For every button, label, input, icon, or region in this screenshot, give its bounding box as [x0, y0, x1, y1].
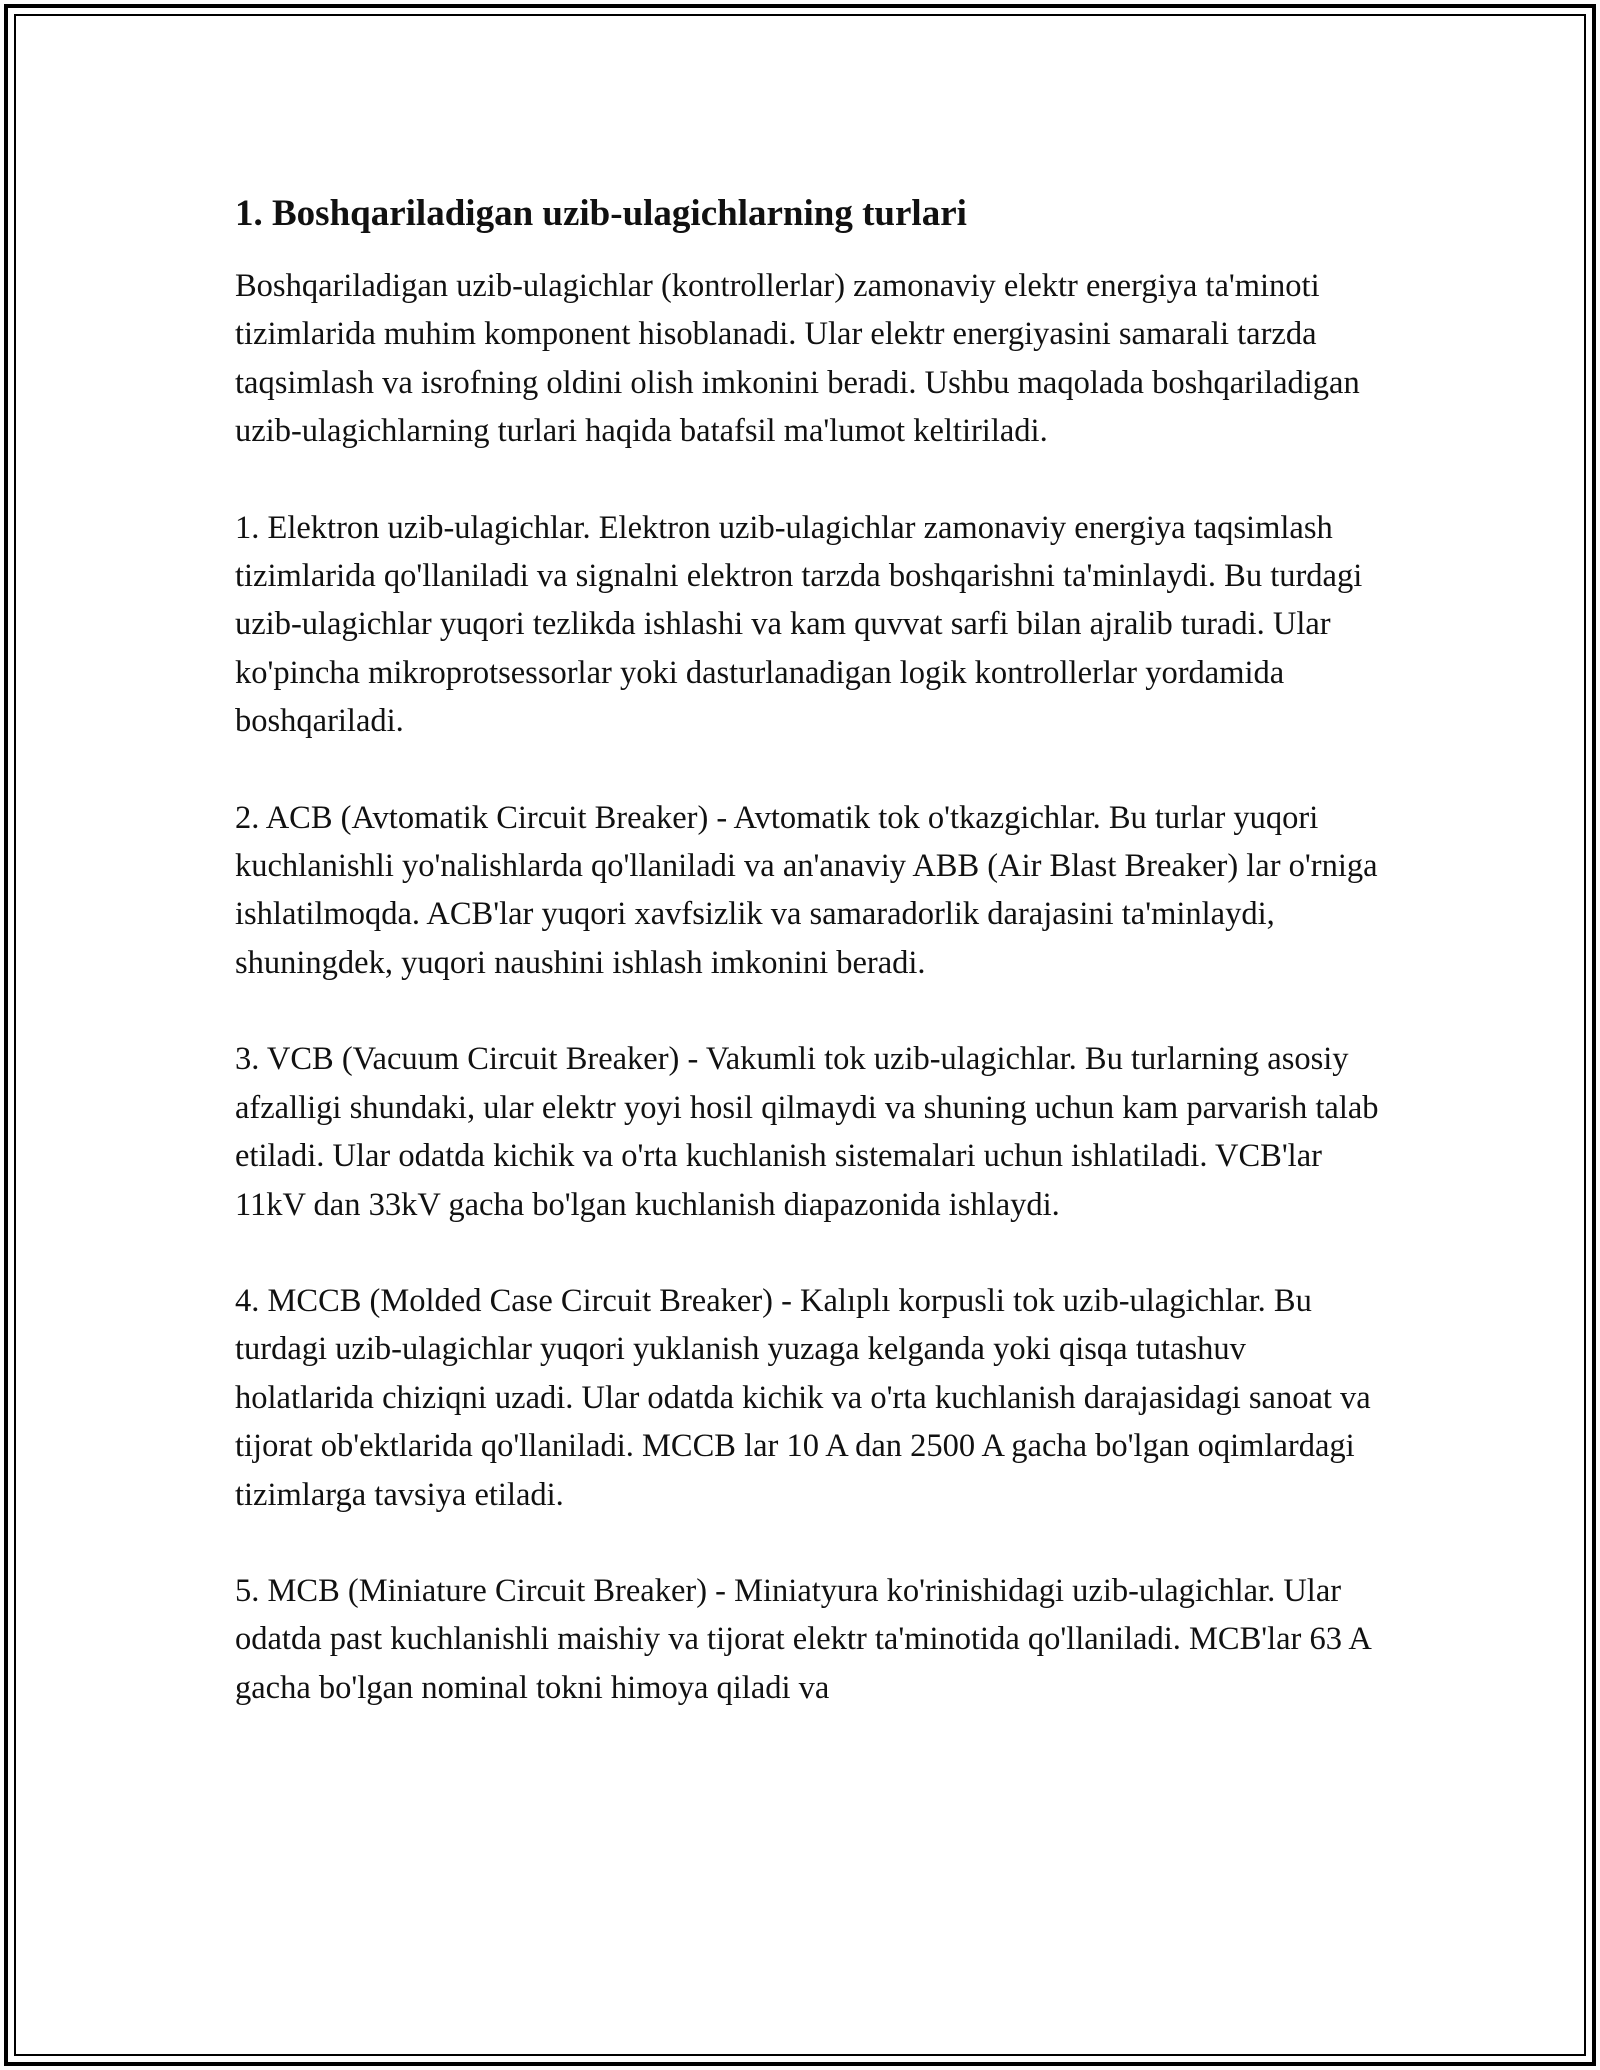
paragraph-mcb: 5. MCB (Miniature Circuit Breaker) - Miniatyura ko'rinishidagi uzib-ulagichlar. Ular odatda past kuchlanishli maishiy va tijorat elektr ta'minotida qo'llaniladi. MCB'lar 63 A gacha bo'lgan nominal tokni himoya qiladi va: [235, 1572, 1371, 1706]
paragraph-vcb: 3. VCB (Vacuum Circuit Breaker) - Vakumli tok uzib-ulagichlar. Bu turlarning asosiy afzalligi shundaki, ular elektr yoyi hosil qilmaydi va shuning uchun kam parvarish talab etiladi. Ular odatda kichik va o'rta kuchlanish sistemalari uchun ishlatiladi. VCB'lar 11kV dan 33kV gacha bo'lgan kuchlanish diapazonida ishlaydi.: [235, 1041, 1379, 1223]
paragraph-electronic-breakers: 1. Elektron uzib-ulagichlar. Elektron uzib-ulagichlar zamonaviy energiya taqsimlash tizimlarida qo'llaniladi va signalni elektron tarzda boshqarishni ta'minlaydi. Bu turdagi uzib-ulagichlar yuqori tezlikda ishlashi va kam quvvat sarfi bilan ajralib turadi. Ular ko'pincha mikroprotsessorlar yoki dasturlanadigan logik kontrollerlar yordamida boshqariladi.: [235, 509, 1363, 740]
paragraph-acb: 2. ACB (Avtomatik Circuit Breaker) - Avtomatik tok o'tkazgichlar. Bu turlar yuqori kuchlanishli yo'nalishlarda qo'llaniladi va an'anaviy ABB (Air Blast Breaker) lar o'rniga ishlatilmoqda. ACB'lar yuqori xavfsizlik va samaradorlik darajasini ta'minlaydi, shuningdek, yuqori naushini ishlash imkonini beradi.: [235, 799, 1378, 981]
document-body: [235, 188, 1380, 1712]
document-title: 1. Boshqariladigan uzib-ulagichlarning turlari: [235, 193, 967, 234]
paragraph-mccb: 4. MCCB (Molded Case Circuit Breaker) - Kalıplı korpusli tok uzib-ulagichlar. Bu turdagi uzib-ulagichlar yuqori yuklanish yuzaga kelganda yoki qisqa tutashuv holatlarida chiziqni uzadi. Ular odatda kichik va o'rta kuchlanish darajasidagi sanoat va tijorat ob'ektlarida qo'llaniladi. MCCB lar 10 A dan 2500 A gacha bo'lgan oqimlardagi tizimlarga tavsiya etiladi.: [235, 1282, 1371, 1513]
paragraph-intro: Boshqariladigan uzib-ulagichlar (kontrollerlar) zamonaviy elektr energiya ta'minoti tizimlarida muhim komponent hisoblanadi. Ular elektr energiyasini samarali tarzda taqsimlash va isrofning oldini olish imkonini beradi. Ushbu maqolada boshqariladigan uzib-ulagichlarning turlari haqida batafsil ma'lumot keltiriladi.: [235, 268, 1360, 450]
